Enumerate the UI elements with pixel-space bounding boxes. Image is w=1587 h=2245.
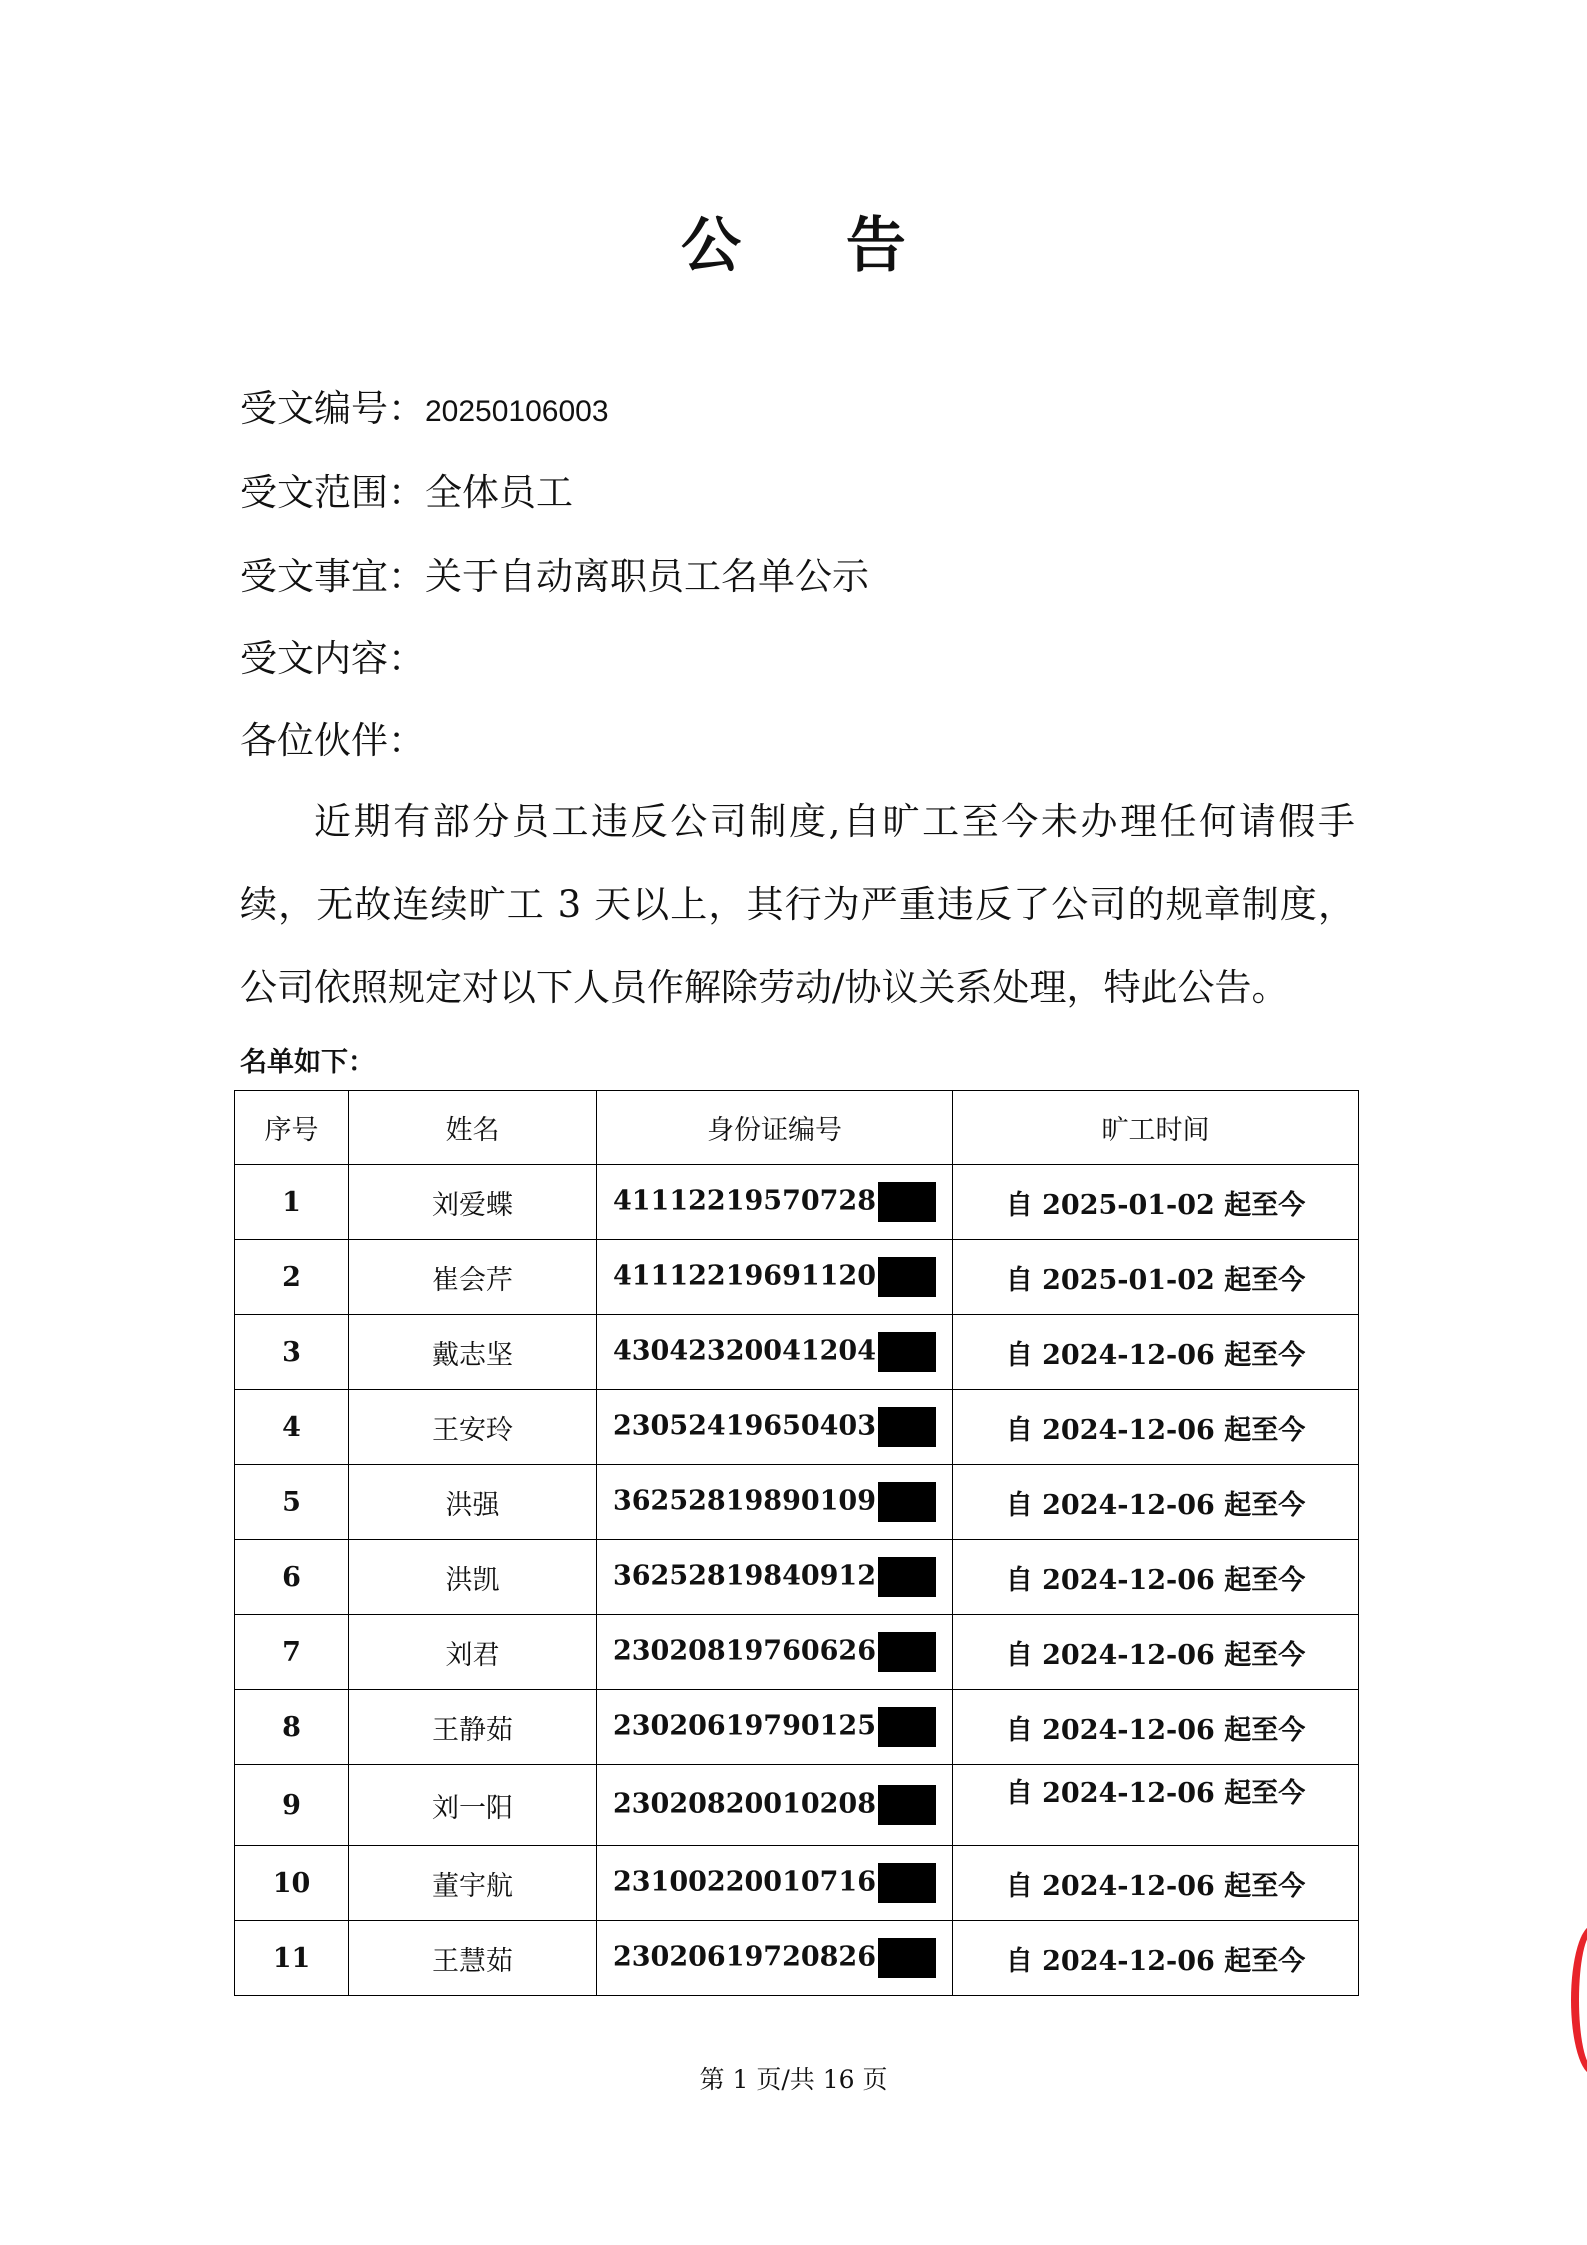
- redaction-block: [878, 1257, 936, 1297]
- list-label: 名单如下：: [240, 1047, 375, 1078]
- row-name: 刘君: [349, 1615, 597, 1690]
- row-id-number: 41112219691120: [612, 1260, 876, 1292]
- table-row: [235, 1690, 1359, 1765]
- greeting: 各位伙伴：: [240, 719, 425, 762]
- row-id-cell: [597, 1765, 953, 1846]
- redaction-block: [878, 1182, 936, 1222]
- row-name: 王静茹: [349, 1690, 597, 1765]
- header-time: 旷工时间: [953, 1091, 1359, 1165]
- row-absence-time: 自 2025-01-02 起至今: [953, 1240, 1359, 1315]
- row-absence-time: 自 2024-12-06 起至今: [953, 1921, 1359, 1996]
- row-number: 8: [235, 1690, 349, 1765]
- row-name: 戴志坚: [349, 1315, 597, 1390]
- page-footer: 第 1 页/共 16 页: [699, 2065, 888, 2094]
- meta-scope: [240, 462, 573, 516]
- meta-doc-number: [240, 378, 609, 432]
- row-id-number: 41112219570728: [612, 1185, 876, 1217]
- row-id-cell: [597, 1240, 953, 1315]
- row-name: 刘一阳: [349, 1765, 597, 1846]
- document-title: 公 告: [681, 211, 948, 281]
- row-id-number: 43042320041204: [612, 1335, 876, 1367]
- row-absence-time: 自 2025-01-02 起至今: [953, 1165, 1359, 1240]
- row-absence-time: 自 2024-12-06 起至今: [953, 1315, 1359, 1390]
- row-id-cell: [597, 1315, 953, 1390]
- row-number: 1: [235, 1165, 349, 1240]
- row-id-number: 23020819760626: [612, 1635, 876, 1667]
- meta-value: 关于自动离职员工名单公示: [425, 555, 869, 598]
- table-row: [235, 1315, 1359, 1390]
- table-row: [235, 1615, 1359, 1690]
- row-number: 4: [235, 1390, 349, 1465]
- row-id-cell: [597, 1690, 953, 1765]
- redaction-block: [878, 1332, 936, 1372]
- table-row: [235, 1240, 1359, 1315]
- row-number: 2: [235, 1240, 349, 1315]
- row-absence-time: 自 2024-12-06 起至今: [953, 1465, 1359, 1540]
- meta-content: [240, 628, 425, 682]
- row-name: 洪凯: [349, 1540, 597, 1615]
- redaction-block: [878, 1938, 936, 1978]
- row-name: 董宇航: [349, 1846, 597, 1921]
- table-row: [235, 1165, 1359, 1240]
- meta-label: 受文范围：: [240, 471, 425, 514]
- row-id-number: 23100220010716: [612, 1866, 876, 1898]
- row-name: 王慧茹: [349, 1921, 597, 1996]
- row-id-cell: [597, 1465, 953, 1540]
- row-name: 刘爱蝶: [349, 1165, 597, 1240]
- row-number: 6: [235, 1540, 349, 1615]
- row-id-cell: [597, 1540, 953, 1615]
- table-row: [235, 1921, 1359, 1996]
- meta-value: 全体员工: [425, 471, 573, 514]
- header-id: 身份证编号: [597, 1091, 953, 1165]
- meta-value: 20250106003: [425, 395, 609, 428]
- row-id-cell: [597, 1615, 953, 1690]
- row-id-number: 36252819890109: [612, 1485, 876, 1517]
- redaction-block: [878, 1785, 936, 1825]
- row-number: 5: [235, 1465, 349, 1540]
- row-id-number: 36252819840912: [612, 1560, 876, 1592]
- table-row: [235, 1390, 1359, 1465]
- table-row: [235, 1465, 1359, 1540]
- redaction-block: [878, 1557, 936, 1597]
- row-absence-time: 自 2024-12-06 起至今: [953, 1765, 1359, 1846]
- redaction-block: [878, 1632, 936, 1672]
- row-number: 10: [235, 1846, 349, 1921]
- meta-label: 受文内容：: [240, 637, 425, 680]
- header-no: 序号: [235, 1091, 349, 1165]
- row-number: 9: [235, 1765, 349, 1846]
- body-paragraph: 近期有部分员工违反公司制度,自旷工至今未办理任何请假手续，无故连续旷工 3 天以上，其行为严重违反了公司的规章制度，公司依照规定对以下人员作解除劳动/协议关系处理，特此公告。: [240, 800, 1355, 1009]
- row-id-cell: [597, 1846, 953, 1921]
- row-absence-time: 自 2024-12-06 起至今: [953, 1615, 1359, 1690]
- table-header-row: [235, 1091, 1359, 1165]
- row-id-number: 23052419650403: [612, 1410, 876, 1442]
- row-absence-time: 自 2024-12-06 起至今: [953, 1690, 1359, 1765]
- row-absence-time: 自 2024-12-06 起至今: [953, 1540, 1359, 1615]
- roster-body: [235, 1165, 1359, 1996]
- redaction-block: [878, 1407, 936, 1447]
- row-id-cell: [597, 1921, 953, 1996]
- redaction-block: [878, 1707, 936, 1747]
- table-row: [235, 1765, 1359, 1846]
- table-row: [235, 1540, 1359, 1615]
- header-name: 姓名: [349, 1091, 597, 1165]
- row-number: 11: [235, 1921, 349, 1996]
- roster-table: [234, 1090, 1359, 1996]
- row-id-number: 23020619720826: [612, 1941, 876, 1973]
- row-id-number: 23020619790125: [612, 1710, 876, 1742]
- meta-label: 受文编号：: [240, 387, 425, 430]
- row-id-cell: [597, 1390, 953, 1465]
- row-id-cell: [597, 1165, 953, 1240]
- row-id-number: 23020820010208: [612, 1788, 876, 1820]
- redaction-block: [878, 1863, 936, 1903]
- table-row: [235, 1846, 1359, 1921]
- meta-subject: [240, 546, 869, 600]
- row-name: 崔会芹: [349, 1240, 597, 1315]
- seal-stamp-edge: [1571, 1925, 1587, 2075]
- row-absence-time: 自 2024-12-06 起至今: [953, 1390, 1359, 1465]
- row-name: 洪强: [349, 1465, 597, 1540]
- row-name: 王安玲: [349, 1390, 597, 1465]
- row-number: 7: [235, 1615, 349, 1690]
- meta-label: 受文事宜：: [240, 555, 425, 598]
- row-absence-time: 自 2024-12-06 起至今: [953, 1846, 1359, 1921]
- redaction-block: [878, 1482, 936, 1522]
- row-number: 3: [235, 1315, 349, 1390]
